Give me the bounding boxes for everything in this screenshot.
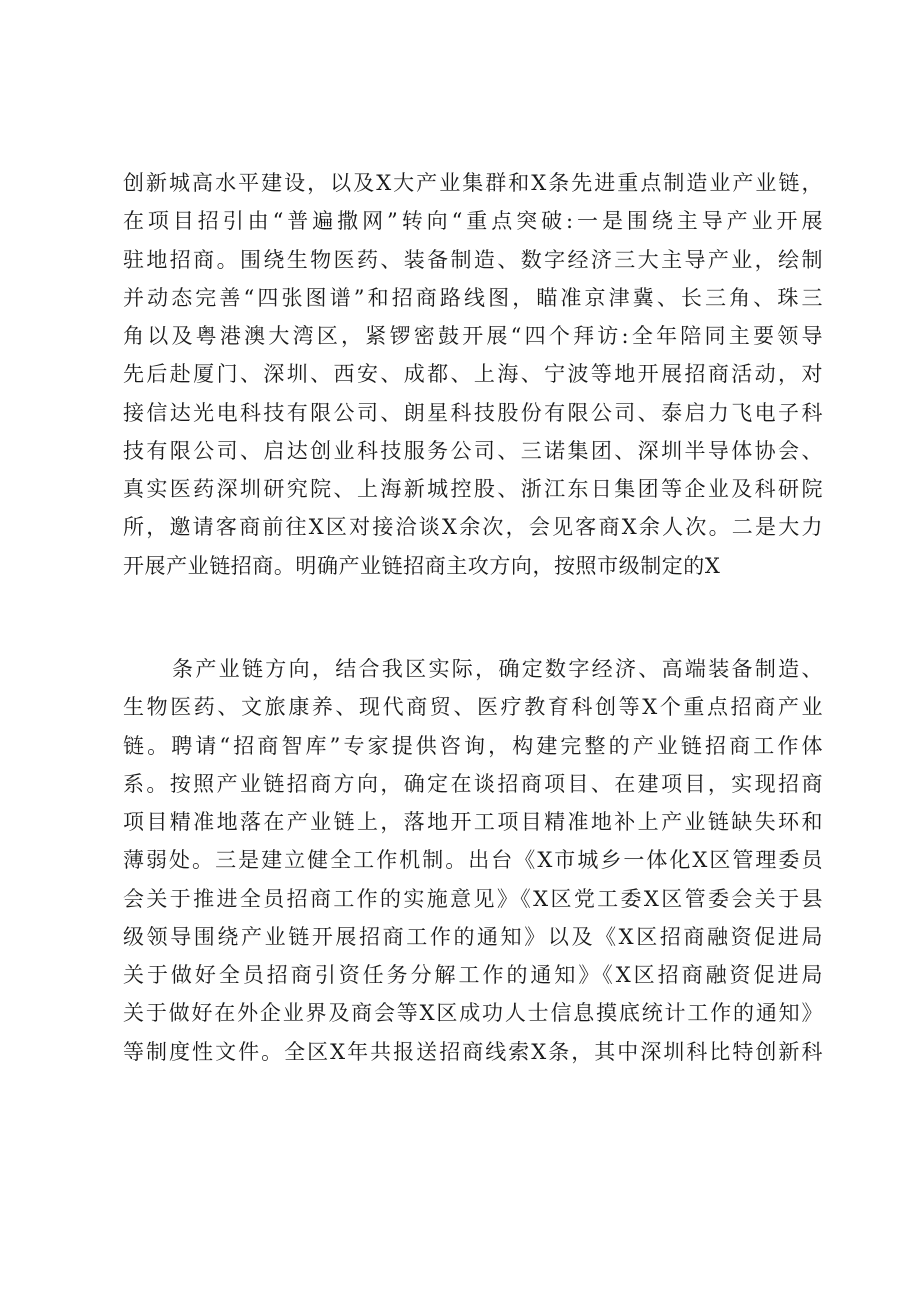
text-line: 在项目招引由“普遍撒网”转向“重点突破:一是围绕主导产业开展 (123, 209, 823, 234)
text-line: 驻地招商。围绕生物医药、装备制造、数字经济三大主导产业，绘制 (123, 247, 823, 272)
text-line: 关于做好在外企业界及商会等X区成功人士信息摸底统计工作的通知》 (123, 1001, 823, 1026)
text-line: 链。聘请“招商智库”专家提供咨询，构建完整的产业链招商工作体 (123, 733, 823, 758)
text-line: 先后赴厦门、深圳、西安、成都、上海、宁波等地开展招商活动，对 (123, 362, 823, 387)
text-line: 并动态完善“四张图谱”和招商路线图，瞄准京津冀、长三角、珠三 (123, 285, 823, 310)
text-line-first-indented: 条产业链方向，结合我区实际，确定数字经济、高端装备制造、 (172, 657, 823, 681)
text-line: 角以及粤港澳大湾区，紧锣密鼓开展“四个拜访:全年陪同主要领导 (123, 324, 823, 348)
paragraph-1 (123, 164, 823, 585)
paragraph-2 (123, 650, 823, 1071)
text-line: 所，邀请客商前往X区对接洽谈X余次，会见客商X余人次。二是大力 (123, 515, 823, 540)
text-line: 创新城高水平建设，以及X大产业集群和X条先进重点制造业产业链， (123, 171, 823, 195)
text-line: 等制度性文件。全区X年共报送招商线索X条，其中深圳科比特创新科 (123, 1039, 823, 1064)
text-line: 薄弱处。三是建立健全工作机制。出台《X市城乡一体化X区管理委员 (123, 848, 823, 873)
text-line-last: 开展产业链招商。明确产业链招商主攻方向，按照市级制定的X (123, 553, 721, 578)
text-line: 关于做好全员招商引资任务分解工作的通知》《X区招商融资促进局 (123, 963, 823, 987)
text-line: 项目精准地落在产业链上，落地开工项目精准地补上产业链缺失环和 (123, 810, 823, 834)
text-line: 真实医药深圳研究院、上海新城控股、浙江东日集团等企业及科研院 (123, 477, 823, 501)
text-line: 生物医药、文旅康养、现代商贸、医疗教育科创等X个重点招商产业 (123, 695, 823, 720)
text-line: 会关于推进全员招商工作的实施意见》《X区党工委X区管委会关于县 (123, 886, 823, 911)
text-line: 系。按照产业链招商方向，确定在谈招商项目、在建项目，实现招商 (123, 771, 823, 796)
text-line: 级领导围绕产业链开展招商工作的通知》以及《X区招商融资促进局 (123, 924, 823, 949)
text-line: 技有限公司、启达创业科技服务公司、三诺集团、深圳半导体协会、 (123, 438, 823, 463)
text-line: 接信达光电科技有限公司、朗星科技股份有限公司、泰启力飞电子科 (123, 400, 823, 425)
